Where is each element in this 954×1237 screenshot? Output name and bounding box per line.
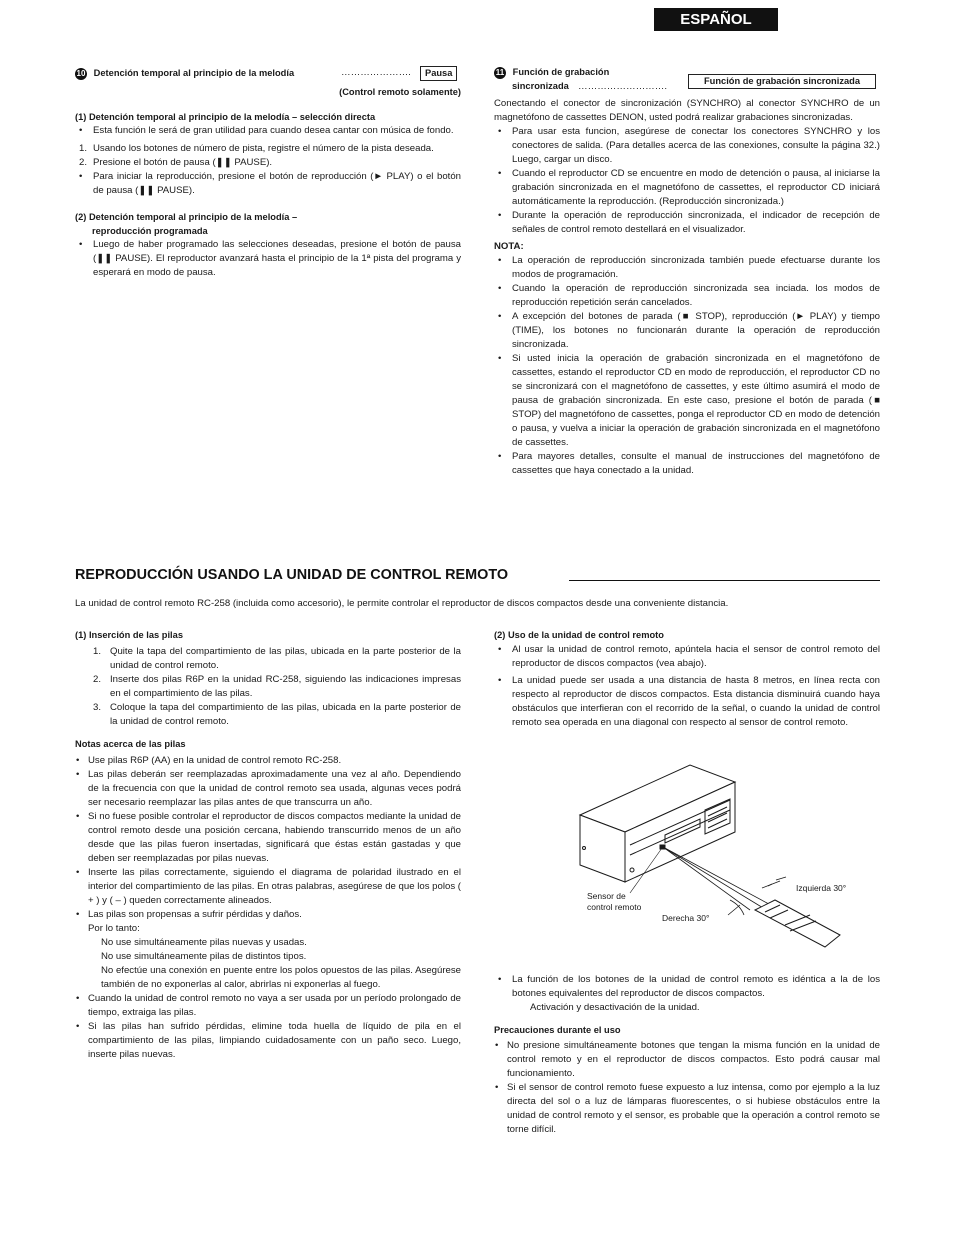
list-item: • Las pilas son propensas a sufrir pérdidas y daños.: [76, 909, 302, 920]
precautions-title: Precauciones durante el uso: [494, 1025, 621, 1035]
list-item: • Si no fuese posible controlar el reproductor de discos compactos mediante la unidad de control remoto desde una posición cercana, habiendo transcurrido menos de un año desde que las pilas fueron insertadas, significará que éstas están gastadas y que deben ser reemplazadas por pilas nuevas.: [76, 811, 461, 864]
list-item: • Cuando la unidad de control remoto no vaya a ser usada por un período prolongado de tiempo, extraiga las pilas.: [76, 993, 461, 1018]
left-angle-label: Izquierda 30°: [796, 883, 847, 893]
section-pause-title: Detención temporal al principio de la melodía: [93, 68, 295, 78]
batteries-column: [75, 628, 461, 1062]
list-item: • Luego de haber programado las selecciones deseadas, presione el botón de pausa (❚❚ PAUSE). El reproductor avanzará hasta el principio de la 1ª pista del programa y esperará en modo de pausa.: [79, 239, 461, 278]
caution-line: No use simultáneamente pilas nuevas y usadas.: [101, 937, 307, 948]
usage-title: (2) Uso de la unidad de control remoto: [494, 630, 664, 640]
list-item: • Si el sensor de control remoto fuese expuesto a luz intensa, como por ejemplo a la luz directa del sol o a luz de lámparas fluorescentes, o si hubiese obstáculos entre la unidad de control remoto y el sensor, es probable que la operación a control remoto se torne difícil.: [495, 1082, 880, 1135]
list-item: • Si las pilas han sufrido pérdidas, elimine toda huella de líquido de pila en el compartimiento de las pilas, limpiando cuidadosamente con un paño seco. Luego, inserte pilas nuevas.: [76, 1021, 461, 1060]
list-item: • Para iniciar la reproducción, presione el botón de reproducción (► PLAY) o el botón de pausa (❚❚ PAUSE).: [79, 171, 461, 196]
pause-label-box: Pausa: [420, 66, 457, 81]
number-badge-10: 10: [76, 69, 86, 78]
list-item: • Cuando el reproductor CD se encuentre en modo de detención o pausa, al iniciarse la grabación sincronizada en el magnetófono de cassettes, el reproductor CD iniciará automáticamente la reproducción. (Reproducción sincronizada.): [498, 168, 880, 207]
section-sync-title-cont: sincronizada: [512, 81, 569, 91]
list-item: • No presione simultáneamente botones que tengan la misma función en la unidad de control remoto y en el reproductor de discos compactos. Esto podrá causar mal funcionamiento.: [495, 1040, 880, 1079]
number-badge-11: 11: [495, 68, 505, 77]
remote-range-illustration: [570, 760, 870, 960]
list-item: • Durante la operación de reproducción sincronizada, el indicador de recepción de señales de control remoto destellará en el visualizador.: [498, 210, 880, 235]
leader-dots: ……………………….: [578, 81, 668, 92]
nota-title: NOTA:: [494, 241, 524, 252]
sync-intro: Conectando el conector de sincronización (SYNCHRO) al conector SYNCHRO de un magnetófono de cassettes DENON, usted podrá realizar grabaciones sincronizadas.: [494, 98, 880, 123]
list-item: • La función de los botones de la unidad de control remoto es idéntica a la de los botones equivalentes del reproductor de discos compactos.: [498, 974, 880, 999]
por-lo-tanto: Por lo tanto:: [88, 923, 140, 934]
sub2-title: (2) Detención temporal al principio de la melodía –: [75, 212, 298, 222]
list-item: • Si usted inicia la operación de grabación sincronizada en el magnetófono de cassettes, estando el reproductor CD en modo de reproducción, el reproductor CD no se sincronizará con el magnetófono de cassettes, y este último asumirá el modo de pausa de grabación sincronizada. En este caso, presione el botón de parada (■ STOP) del magnetófono de cassettes, ponga el reproductor CD en modo de detención o pausa, y vuelva a iniciar la operación de grabación sincronizada en el magnetófono de cassettes.: [498, 353, 880, 448]
usage-notes: [494, 973, 880, 1137]
list-item: • Cuando la operación de reproducción sincronizada sea inciada. los modos de reproducción repetición serán cancelados.: [498, 283, 880, 308]
list-item: • Para usar esta funcion, asegúrese de conectar los conectores SYNCHRO y los conectores de salida. (Para detalles acerca de las conexiones, consulte la página 32.) Luego, cargar un disco.: [498, 126, 880, 165]
list-item: 3. Coloque la tapa del compartimiento de las pilas, ubicada en la parte posterior de la unidad de control remoto.: [93, 702, 461, 727]
heading-rule: [569, 580, 880, 581]
language-tab: ESPAÑOL: [654, 8, 778, 31]
section-heading: REPRODUCCIÓN USANDO LA UNIDAD DE CONTROL REMOTO: [75, 566, 880, 584]
list-item: 2. Presione el botón de pausa (❚❚ PAUSE).: [79, 157, 273, 168]
list-item: 1. Usando los botones de número de pista, registre el número de la pista deseada.: [79, 143, 434, 154]
list-item: 2. Inserte dos pilas R6P en la unidad RC-258, siguiendo las indicaciones impresas en el compartimiento de las pilas.: [93, 674, 461, 699]
section-pause: [75, 66, 461, 280]
list-item: • Las pilas deberán ser reemplazadas aproximadamente una vez al año. Dependiendo de la frecuencia con que la unidad de control remoto sea usada, algunas veces podrá ser necesario reemplazar las pilas antes de que transcurra un año.: [76, 769, 461, 808]
batteries-title: (1) Inserción de las pilas: [75, 630, 183, 640]
section-sync-title: Función de grabación: [512, 67, 610, 77]
caution-line: No efectúe una conexión en puente entre los polos opuestos de las pilas. Asegúrese también de no exponerlas al calor, abrirlas ni exponerlas al fuego.: [101, 965, 461, 990]
remote-only-note: (Control remoto solamente): [339, 87, 461, 97]
list-item: • Para mayores detalles, consulte el manual de instrucciones del magnetófono de cassettes que haya conectado a la unidad.: [498, 451, 880, 476]
leader-dots: ………………….: [341, 67, 411, 78]
remote-intro: La unidad de control remoto RC-258 (incluida como accesorio), le permite controlar el reproductor de discos compactos desde una conveniente distancia.: [75, 598, 729, 609]
sub1-title: (1) Detención temporal al principio de la melodía – selección directa: [75, 112, 376, 122]
usage-column: [494, 628, 880, 730]
list-item: • Al usar la unidad de control remoto, apúntela hacia el sensor de control remoto del reproductor de discos compactos (vea abajo).: [498, 644, 880, 669]
section-sync: [494, 65, 880, 478]
list-item: • Use pilas R6P (AA) en la unidad de control remoto RC-258.: [76, 755, 342, 766]
list-item: • A excepción del botones de parada (■ STOP), reproducción (► PLAY) y tiempo (TIME), los botones no funcionarán durante la operación de reproducción sincronizada.: [498, 311, 880, 350]
sync-label-box: Función de grabación sincronizada: [688, 74, 876, 89]
caution-line: No use simultáneamente pilas de distintos tipos.: [101, 951, 307, 962]
list-item: • Inserte las pilas correctamente, siguiendo el diagrama de polaridad ilustrado en el interior del compartimiento de las pilas. En otras palabras, asegúrese de que los polos ( + ) y ( – ) queden correctamente alineados.: [76, 867, 461, 906]
battery-notes-title: Notas acerca de las pilas: [75, 739, 186, 749]
power-note: Activación y desactivación de la unidad.: [530, 1002, 700, 1013]
section-pause-heading: [75, 66, 461, 82]
right-angle-label: Derecha 30°: [662, 913, 710, 923]
list-item: • Esta función le será de gran utilidad para cuando desea cantar con música de fondo.: [79, 125, 454, 136]
section-sync-heading: [494, 65, 880, 95]
list-item: • La unidad puede ser usada a una distancia de hasta 8 metros, en línea recta con respecto al reproductor de discos compactos. Esta distancia disminuirá cuando haya obstáculos que interfieran con el recorrido de la señal, o cuando la unidad de control remoto sea operada en una diagonal con respecto al sensor de control remoto.: [498, 675, 880, 728]
sensor-label: Sensor de: [587, 891, 626, 901]
list-item: • La operación de reproducción sincronizada también puede efectuarse durante los modos de programación.: [498, 255, 880, 280]
list-item: 1. Quite la tapa del compartimiento de las pilas, ubicada en la parte posterior de la unidad de control remoto.: [93, 646, 461, 671]
sub2-title-cont: reproducción programada: [92, 226, 208, 236]
sensor-label-cont: control remoto: [587, 902, 642, 912]
